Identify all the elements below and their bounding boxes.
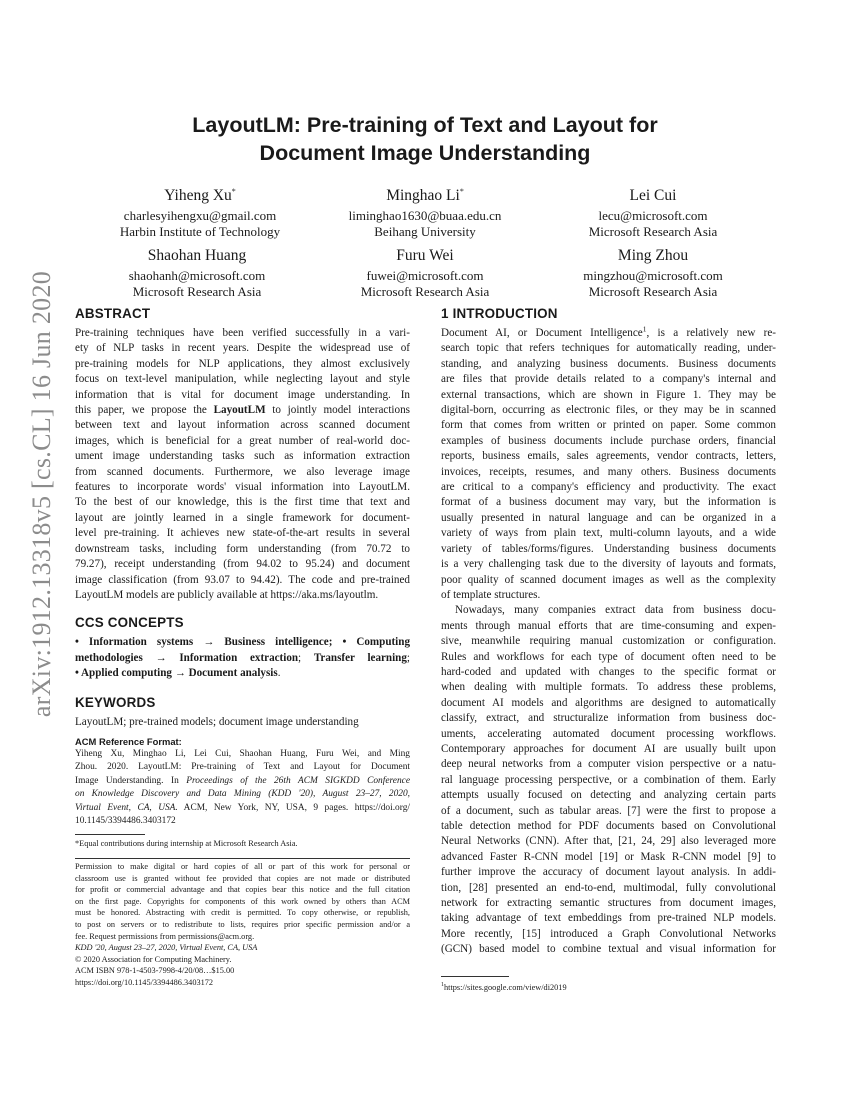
- abstract-line-tail: to jointly model interactions: [265, 404, 410, 417]
- intro-line: are files that provide details related to a company's internal and: [441, 373, 776, 386]
- author-block: [75, 182, 325, 240]
- ccs-item: ; • Computing: [328, 636, 410, 649]
- intro-line: ral language processing perspective, or a combination of them. Early: [441, 773, 776, 786]
- intro-line: More recently, [15] introduced a Graph Convolutional Networks: [441, 927, 776, 940]
- keywords-text: LayoutLM; pre-trained models; document image understanding: [75, 715, 359, 728]
- abstract-line: features to incorporate words' visual information into LayoutLM.: [75, 481, 410, 494]
- keywords-body: [75, 715, 410, 730]
- permission-block: [75, 861, 410, 989]
- author-affiliation: Microsoft Research Asia: [360, 284, 490, 299]
- permission-line: must be honored. Abstracting with credit is permitted. To copy otherwise, or republish,: [75, 908, 410, 918]
- abstract-line: downstream tasks, including form understanding (from 70.72 to: [75, 542, 410, 555]
- footnote-url[interactable]: https://sites.google.com/view/di2019: [444, 982, 567, 992]
- intro-line: classify, extract, and structuralize information from business doc-: [441, 712, 776, 725]
- intro-line: variety of tables/forms/figures. Understanding business documents: [441, 542, 776, 555]
- permission-line: to post on servers or to redistribute to lists, requires prior specific permission and/or a: [75, 919, 410, 929]
- intro-line: deep neural networks from a computer vision perspective or a natu-: [441, 758, 776, 771]
- abstract-line: ument image understanding tasks such as information extraction: [75, 450, 410, 463]
- footnote-ref[interactable]: 1: [642, 324, 647, 334]
- intro-line: Nowadays, many companies extract data from business docu-: [455, 604, 776, 617]
- intro-line: hard-coded and updated with changes to the specific format or: [441, 665, 776, 678]
- author-email[interactable]: charlesyihengxu@gmail.com: [123, 208, 277, 224]
- author-name: Lei Cui: [629, 187, 677, 205]
- arxiv-stamp-text: arXiv:1912.13318v5 [cs.CL] 16 Jun 2020: [27, 270, 56, 718]
- intro-line: [441, 326, 776, 341]
- intro-line: advanced Faster R-CNN model [19] or Mask R-CNN model [9] to: [441, 850, 776, 863]
- ccs-heading: CCS CONCEPTS: [75, 615, 184, 631]
- ccs-line: [75, 651, 410, 666]
- author-name: Furu Wei: [396, 247, 454, 264]
- permission-line: Permission to make digital or hard copies of all or part of this work for personal or: [75, 861, 410, 871]
- abstract-body: [75, 326, 410, 603]
- abstract-line: 79.27), receipt understanding (from 94.02 to 95.24) and document: [75, 558, 410, 571]
- intro-line: ments through manual efforts that are time-consuming and expen-: [441, 619, 776, 632]
- intro-line: when dealing with multiple formats. To address these problems,: [441, 681, 776, 694]
- intro-line: format of a business document may vary, but the information is: [441, 496, 776, 509]
- permission-line: on the first page. Copyrights for components of this work owned by others than ACM: [75, 896, 410, 906]
- intro-line: sive, meanwhile requiring manual customization or configuration.: [441, 635, 776, 648]
- abstract-line-bold: [75, 403, 410, 418]
- abstract-line: Pre-training techniques have been verified successfully in a vari-: [75, 327, 410, 339]
- abstract-line: LayoutLM models are publicly available at https://aka.ms/layoutlm.: [75, 588, 379, 601]
- intro-line: further improve the accuracy of document layout analysis. In addi-: [441, 866, 776, 879]
- intro-line: tion, [28] presented an end-to-end, multimodal, fully convolutional: [441, 881, 776, 894]
- copyright-line: © 2020 Association for Computing Machinery.: [75, 954, 232, 964]
- ccs-item: • Information systems → Business intelligence: [75, 636, 329, 649]
- left-column: [75, 305, 410, 989]
- abstract-line: layout are jointly learned in a single framework for document-: [75, 511, 410, 524]
- abstract-line: ety of NLP tasks in recent years. Despite the widespread use of: [75, 342, 410, 355]
- keywords-heading: KEYWORDS: [75, 694, 156, 710]
- author-name: Shaohan Huang: [147, 247, 247, 264]
- ccs-body: [75, 635, 410, 681]
- intro-line: examples of business documents include purchase orders, financial: [441, 434, 776, 447]
- author-block: [528, 182, 778, 240]
- ccs-item: • Applied computing → Document analysis: [75, 667, 278, 680]
- author-affiliation: Microsoft Research Asia: [588, 224, 718, 240]
- intro-line: of a document, such as tabular areas. [7] were the first to propose a: [441, 804, 776, 817]
- isbn-line: ACM ISBN 978-1-4503-7998-4/20/08…$15.00: [75, 966, 235, 976]
- title-line-1: LayoutLM: Pre-training of Text and Layout for: [192, 113, 658, 137]
- ccs-item: Transfer learning: [313, 651, 407, 664]
- acm-ref-body: [75, 748, 410, 828]
- author-email[interactable]: liminghao1630@buaa.edu.cn: [348, 208, 502, 224]
- abstract-heading: ABSTRACT: [75, 306, 151, 321]
- intro-line: are critical to a company's efficiency and productivity. The exact: [441, 481, 776, 494]
- intro-line: taking advantage of text embeddings from pre-trained NLP models.: [441, 912, 776, 925]
- intro-line: usually presented in natural language and can be organized in a: [441, 511, 776, 524]
- venue-line: KDD '20, August 23–27, 2020, Virtual Event, CA, USA: [75, 943, 258, 953]
- ccs-sep: ;: [406, 651, 410, 664]
- author-affiliation: Beihang University: [374, 224, 476, 240]
- author-email[interactable]: shaohanh@microsoft.com: [128, 268, 266, 283]
- intro-line: form that comes from written or printed on paper. Some common: [441, 419, 776, 432]
- acm-ref-text: Image Understanding. In: [75, 775, 187, 786]
- intro-line: digital-born, occurring as electronic files, or they may be in scanned: [441, 404, 776, 417]
- acm-ref-venue: Virtual Event, CA, USA.: [75, 802, 178, 813]
- ccs-sep: ;: [298, 651, 314, 664]
- ccs-line: [75, 635, 410, 650]
- author-affiliation: Microsoft Research Asia: [132, 284, 262, 299]
- permission-rule: [75, 858, 410, 859]
- abstract-line: pre-training models for NLP applications, they almost exclusively: [75, 357, 410, 370]
- author-name: Yiheng Xu: [164, 187, 232, 205]
- arxiv-stamp: [22, 270, 62, 718]
- intro-line: Contemporary approaches for document AI are usually built upon: [441, 742, 776, 755]
- abstract-line: focus on text-level manipulation, while neglecting layout and style: [75, 373, 410, 386]
- author-block: [528, 246, 778, 300]
- title-line-2: Document Image Understanding: [259, 141, 591, 165]
- intro-line: reports, business emails, sales agreements, vendor contracts, letters,: [441, 450, 776, 463]
- intro-line: external transactions, which are shown in Figure 1. They may be: [441, 388, 776, 401]
- author-email[interactable]: lecu@microsoft.com: [598, 208, 708, 224]
- author-name: Ming Zhou: [617, 247, 689, 264]
- author-block: [300, 182, 550, 240]
- paper-title: [100, 111, 750, 167]
- intro-line: document AI models and algorithms are designed to automatically: [441, 696, 776, 709]
- intro-line: Rules and workflows for each type of document often need to be: [441, 650, 776, 663]
- intro-line: network for extracting semantic structures from document images,: [441, 897, 776, 910]
- introduction-body: [441, 326, 776, 958]
- acm-ref-proceedings: Proceedings of the 26th ACM SIGKDD Conference: [186, 775, 410, 786]
- intro-line: attempts usually focused on detecting and analyzing certain parts: [441, 789, 776, 802]
- acm-ref-line: [75, 802, 410, 815]
- bold-term: LayoutLM: [213, 404, 266, 417]
- author-email[interactable]: mingzhou@microsoft.com: [583, 268, 723, 283]
- acm-ref-text: ACM, New York, NY, USA, 9 pages. https://doi.org/: [177, 802, 410, 813]
- intro-line: invoices, receipts, resumes, and many others. Business documents: [441, 465, 776, 478]
- intro-line: is a very challenging task due to the diversity of layouts and formats,: [441, 558, 776, 571]
- author-mark: *: [231, 187, 236, 196]
- footnote-mark: 1: [441, 981, 444, 988]
- abstract-line: image classification (from 93.07 to 94.42). The code and pre-trained: [75, 573, 410, 586]
- abstract-line-head: this paper, we propose the: [75, 404, 214, 417]
- author-affiliation: Microsoft Research Asia: [588, 284, 718, 299]
- intro-line: uments, accelerating automated document processing workflows.: [441, 727, 776, 740]
- acm-ref-line: on Knowledge Discovery and Data Mining (KDD '20), August 23–27, 2020,: [75, 789, 410, 800]
- ccs-line: [75, 666, 410, 681]
- permission-line: for profit or commercial advantage and that copies bear this notice and the full citation: [75, 885, 410, 895]
- intro-line: (GCN) based model to combine textual and visual information for: [441, 943, 776, 956]
- intro-line: of template structures.: [441, 588, 541, 601]
- introduction-heading: 1 INTRODUCTION: [441, 306, 558, 321]
- url-footnote: [441, 980, 776, 993]
- right-column: [441, 305, 776, 993]
- author-email[interactable]: fuwei@microsoft.com: [366, 268, 484, 283]
- author-affiliation: Harbin Institute of Technology: [119, 224, 281, 240]
- author-block: [72, 246, 322, 300]
- doi-link[interactable]: https://doi.org/10.1145/3394486.3403172: [75, 977, 214, 987]
- acm-ref-doi[interactable]: 10.1145/3394486.3403172: [75, 815, 176, 826]
- intro-line: table detection method for PDF documents based on Convolutional: [441, 820, 776, 832]
- equal-contrib-footnote: *Equal contributions during internship at Microsoft Research Asia.: [75, 839, 298, 849]
- permission-line: classroom use is granted without fee provided that copies are not made or distributed: [75, 873, 410, 883]
- author-block: [300, 246, 550, 300]
- intro-line: variety of ways from plain text, multi-column layouts, and a wide: [441, 527, 776, 540]
- intro-line: poor quality of scanned document images as well as the complexity: [441, 573, 776, 586]
- ccs-sep: .: [277, 667, 281, 680]
- acm-ref-line: Zhou. 2020. LayoutLM: Pre-training of Text and Layout for Document: [75, 762, 410, 773]
- ccs-item: methodologies → Information extraction: [75, 651, 299, 664]
- intro-line: search topic that refers techniques for automatically reading, under-: [441, 342, 776, 355]
- intro-text: , is a relatively new re-: [646, 327, 777, 339]
- footnote-rule: [75, 834, 145, 835]
- abstract-line: To the best of our knowledge, this is the first time that text and: [75, 496, 410, 509]
- author-mark: *: [459, 187, 464, 196]
- acm-ref-line: [75, 775, 410, 788]
- acm-ref-heading: ACM Reference Format:: [75, 735, 182, 747]
- author-name: Minghao Li: [386, 187, 460, 205]
- abstract-line: between text and layout information across scanned document: [75, 419, 410, 432]
- intro-line: standing, and analyzing business documents. Business documents: [441, 357, 776, 370]
- abstract-line: images, which is beneficial for a great number of real-world doc-: [75, 434, 410, 447]
- footnote-rule: [441, 976, 509, 977]
- intro-text: Document AI, or Document Intelligence: [441, 327, 643, 339]
- abstract-line: from scanned documents. Furthermore, we also leverage image: [75, 465, 410, 478]
- intro-line: Neural Networks (CNN). After that, [21, 24, 29] also leveraged more: [441, 835, 776, 848]
- abstract-line: level pre-training. It achieves new state-of-the-art results in several: [75, 527, 410, 540]
- acm-ref-line: Yiheng Xu, Minghao Li, Lei Cui, Shaohan Huang, Furu Wei, and Ming: [75, 748, 410, 759]
- permission-line: fee. Request permissions from permissions@acm.org.: [75, 931, 255, 941]
- abstract-line: information that is vital for document image understanding. In: [75, 388, 410, 401]
